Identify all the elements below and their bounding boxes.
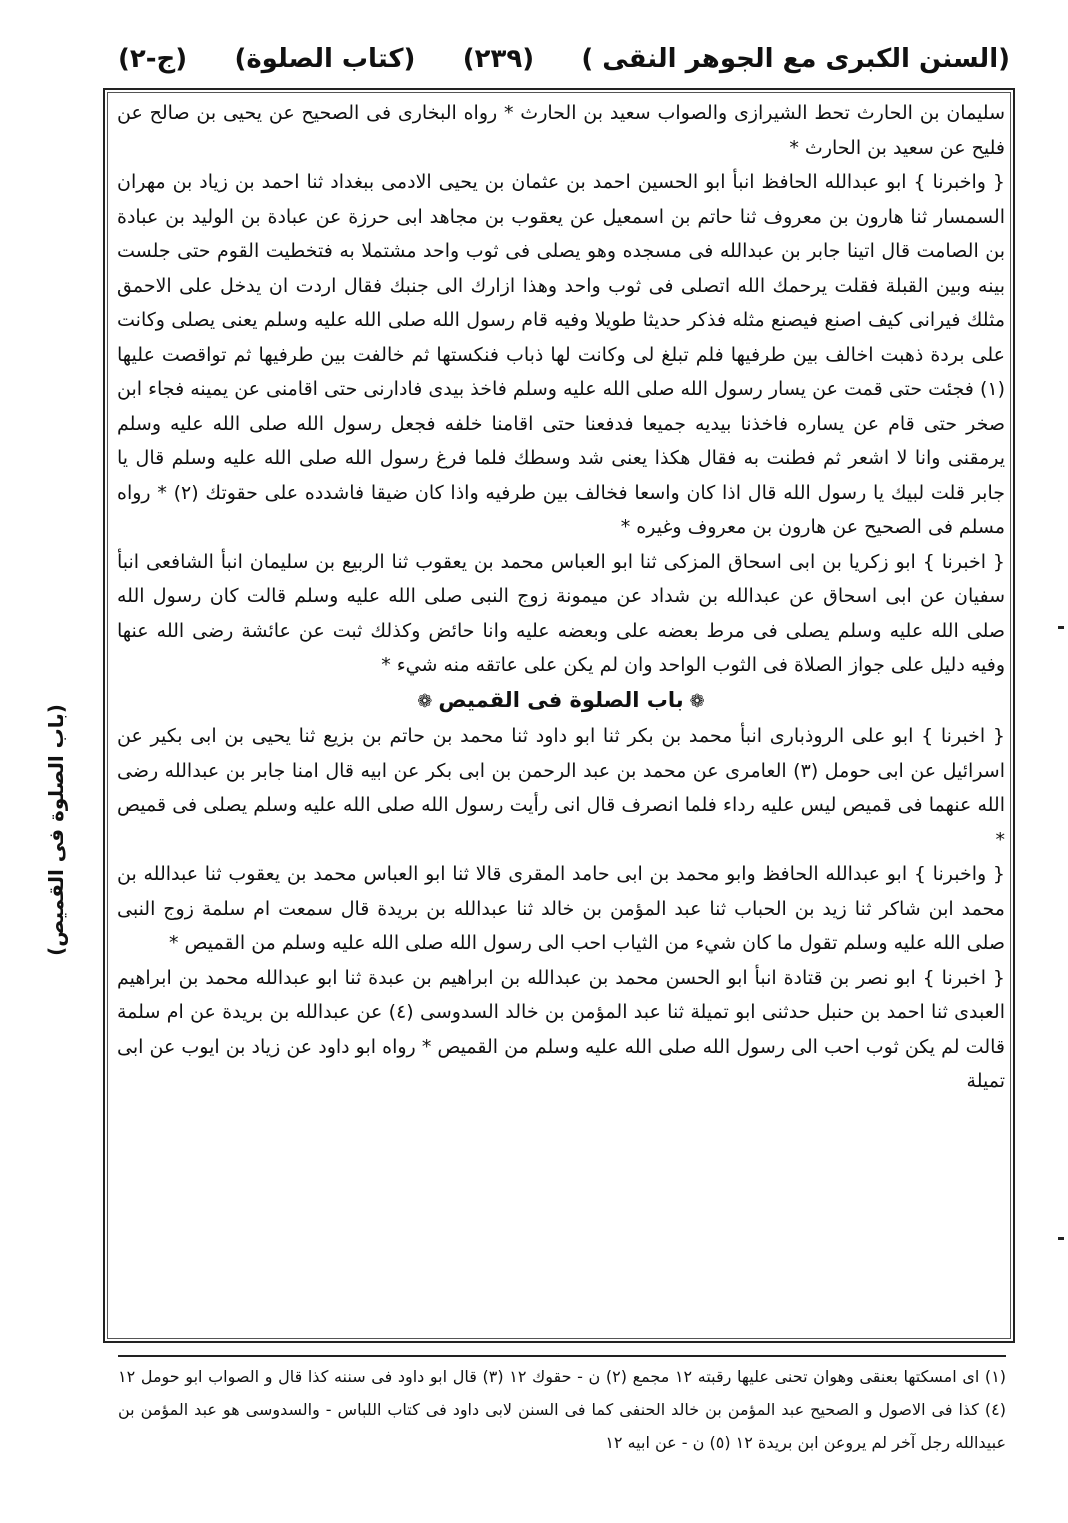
paragraph: { اخبرنا } ابو نصر بن قتادة انبأ ابو الحسن محمد بن عبدالله بن ابراهيم بن عبدة ثنا ابو عبدالله محمد بن ابراهيم العبدى ثنا احمد بن حنبل حدثنى ابو تميلة ثنا عبد المؤمن بن خالد السدوسى (٤) عن عبدالله بن بريدة عن ام سلمة قالت لم يكن ثوب احب الى رسول الله صلى الله عليه وسلم من القميص * رواه ابو داود عن زياد بن ايوب عن ابى تميلة: [117, 966, 1005, 1092]
margin-note: [38, 700, 74, 960]
paragraph: { واخبرنا } ابو عبدالله الحافظ انبأ ابو الحسين احمد بن عثمان بن يحيى الادمى ببغداد ثنا احمد بن زياد بن مهران السمسار ثنا هارون بن معروف ثنا حاتم بن اسمعيل عن يعقوب بن مجاهد ابى حرزة عن عبادة بن الوليد بن عبادة بن الصامت قال اتينا جابر بن عبدالله فى مسجده وهو يصلى فى ثوب واحد مشتملا به فتخطيت القوم حتى جلست بينه وبين القبلة فقلت يرحمك الله اتصلى فى ثوب واحد وهذا ازارك الى جنبك فقال اردت ان يدخل على الاحمق مثلك فيرانى كيف اصنع فيصنع مثله فذكر حديثا طويلا وفيه قام رسول الله صلى الله عليه وسلم يعنى يصلى وكانت على بردة ذهبت اخالف بين طرفيها فلم تبلغ لى وكانت لها ذباب فنكستها ثم خالفت بين طرفيها ثم تواقصت عليها (١) فجئت حتى قمت عن يسار رسول الله صلى الله عليه وسلم فاخذ بيدى فادارنى حتى اقامنى عن يمينه فجاء ابن صخر حتى قام عن يساره فاخذنا بيديه جميعا فدفعنا حتى اقامنا خلفه فجعل رسول الله صلى الله عليه وسلم يرمقنى وانا لا اشعر ثم فطنت به فقال هكذا يعنى شد وسطك فلما فرغ رسول الله صلى الله عليه وسلم قال يا جابر قلت لبيك يا رسول الله قال اذا كان واسعا فخالف بين طرفيه واذا كان ضيقا فاشدده على حقوتك (٢) * رواه مسلم فى الصحيح عن هارون بن معروف وغيره *: [117, 171, 1005, 538]
page-header: [118, 36, 1010, 82]
book-title: (السنن الكبرى مع الجوهر النقى ): [581, 44, 1010, 74]
chapter-heading: [117, 683, 1005, 720]
volume-label: (ج-٢): [118, 44, 188, 74]
chapter-heading-text: باب الصلوة فى القميص: [438, 687, 684, 712]
ornament-icon: ❁: [689, 690, 705, 712]
ornament-icon: ❁: [417, 690, 433, 712]
paragraph: { واخبرنا } ابو عبدالله الحافظ وابو محمد بن ابى حامد المقرى قالا ثنا ابو العباس محمد بن يعقوب ثنا عبدالله بن محمد ابن شاكر ثنا زيد بن الحباب ثنا عبد المؤمن بن خالد ثنا عبدالله بن بريدة قال سمعت ام سلمة زوج النبى صلى الله عليه وسلم تقول ما كان شيء من الثياب احب الى رسول الله صلى الله عليه وسلم من القميص *: [117, 863, 1005, 954]
margin-note-text: (باب الصلوة فى القميص): [44, 704, 69, 956]
paragraph: { اخبرنا } ابو على الروذبارى انبأ محمد بن بكر ثنا ابو داود ثنا محمد بن حاتم بن بزيع ثنا يحيى بن ابى بكير عن اسرائيل عن ابى حومل (٣) العامرى عن محمد بن عبد الرحمن بن ابى بكر عن ابيه قال امنا جابر بن عبدالله رضى الله عنهما فى قميص ليس عليه رداء فلما انصرف قال انى رأيت رسول الله صلى الله عليه وسلم يصلى فى قميص *: [117, 725, 1005, 851]
footnote-text: (١) اى امسكتها بعنقى وهوان تحنى عليها رقبته ١٢ مجمع (٢) ن - حقوك ١٢ (٣) قال ابو داود فى سننه كذا قال و الصواب ابو حومل ١٢ (٤) كذا فى الاصول و الصحيح عبد المؤمن بن خالد الحنفى كما فى السنن لابى داود فى كتاب اللباس - والسدوسى هو عبد المؤمن بن عبيدالله رجل آخر لم يروعن ابن بريدة ١٢ (٥) ن - عن ابيه ١٢: [118, 1367, 1007, 1452]
footnotes: [118, 1360, 1006, 1459]
footnote-divider: [118, 1355, 1006, 1357]
chapter-title: (كتاب الصلوة): [234, 44, 416, 74]
paragraph: سليمان بن الحارث تحط الشيرازى والصواب سعيد بن الحارث * رواه البخارى فى الصحيح عن يحيى بن صالح عن فليح عن سعيد بن الحارث *: [117, 102, 1005, 159]
paragraph: { اخبرنا } ابو زكريا بن ابى اسحاق المزكى ثنا ابو العباس محمد بن يعقوب ثنا الربيع بن سليمان انبأ الشافعى انبأ سفيان عن ابى اسحاق عن عبدالله بن شداد عن ميمونة زوج النبى صلى الله عليه وسلم قالت كان رسول الله صلى الله عليه وسلم يصلى فى مرط بعضه على وبعضه عليه وانا حائض وكذلك ثبت عن عائشة رضى الله عنها وفيه دليل على جواز الصلاة فى الثوب الواحد وان لم يكن على عاتقه منه شيء *: [117, 550, 1005, 676]
main-text: [117, 96, 1005, 1099]
page-number: (٢٣٩): [462, 44, 535, 74]
margin-tick: [1058, 1237, 1064, 1240]
margin-tick: [1058, 626, 1064, 629]
